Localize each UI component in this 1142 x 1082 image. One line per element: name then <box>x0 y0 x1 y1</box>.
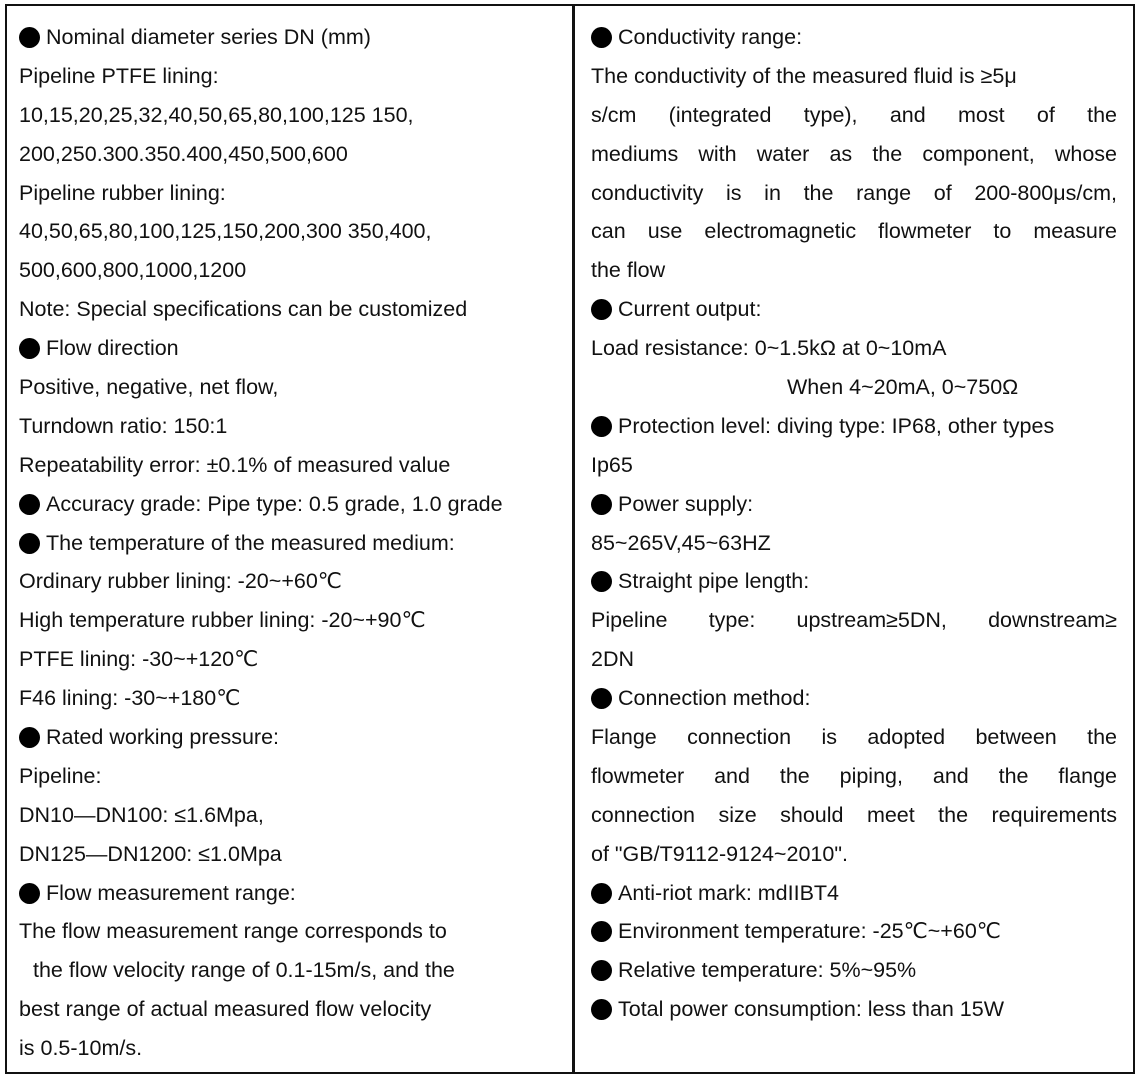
rubber-lining-values: 40,50,65,80,100,125,150,200,300 350,400, <box>19 219 432 244</box>
temp-ptfe: PTFE lining: -30~+120℃ <box>19 647 259 672</box>
environment-temperature: Environment temperature: -25℃~+60℃ <box>591 912 1117 951</box>
bullet-icon <box>19 338 40 359</box>
bullet-icon <box>591 999 612 1020</box>
power-supply-value: 85~265V,45~63HZ <box>591 530 771 555</box>
straight-pipe-text: 2DN <box>591 647 635 672</box>
pressure-dn125-dn1200: DN125—DN1200: ≤1.0Mpa <box>19 841 282 866</box>
protection-level-heading: Protection level: diving type: IP68, other types <box>591 407 1117 446</box>
bullet-icon <box>591 688 612 709</box>
connection-method-text: of "GB/T9112-9124~2010". <box>591 841 848 866</box>
repeatability-error: Repeatability error: ±0.1% of measured value <box>19 452 451 477</box>
bullet-icon <box>591 494 612 515</box>
bullet-icon <box>19 883 40 904</box>
rubber-lining-values: 500,600,800,1000,1200 <box>19 258 247 283</box>
bullet-icon <box>591 960 612 981</box>
pressure-pipeline-label: Pipeline: <box>19 763 102 788</box>
bullet-icon <box>591 416 612 437</box>
bullet-icon <box>591 27 612 48</box>
connection-method-text: connection size should meet the requirements <box>591 802 1117 827</box>
ptfe-lining-values: 10,15,20,25,32,40,50,65,80,100,125 150, <box>19 102 414 127</box>
conductivity-text: s/cm (integrated type), and most of the <box>591 102 1117 127</box>
bullet-icon <box>19 533 40 554</box>
connection-method-text: Flange connection is adopted between the <box>591 725 1117 750</box>
customization-note: Note: Special specifications can be customized <box>19 297 468 322</box>
ptfe-lining-values: 200,250.300.350.400,450,500,600 <box>19 141 348 166</box>
bullet-icon <box>591 921 612 942</box>
connection-method-heading: Connection method: <box>591 679 1117 718</box>
accuracy-grade-heading: Accuracy grade: Pipe type: 0.5 grade, 1.0 grade <box>19 485 560 524</box>
bullet-icon <box>591 299 612 320</box>
flow-range-text: is 0.5-10m/s. <box>19 1036 143 1061</box>
relative-temperature: Relative temperature: 5%~95% <box>591 951 1117 990</box>
conductivity-text: the flow <box>591 258 666 283</box>
rubber-lining-label: Pipeline rubber lining: <box>19 180 226 205</box>
power-supply-heading: Power supply: <box>591 485 1117 524</box>
conductivity-text: The conductivity of the measured fluid is ≥5μ <box>591 63 1017 88</box>
current-output-heading: Current output: <box>591 290 1117 329</box>
left-column <box>7 6 575 1072</box>
flow-direction-value: Positive, negative, net flow, <box>19 375 279 400</box>
temp-ordinary-rubber: Ordinary rubber lining: -20~+60℃ <box>19 569 342 594</box>
straight-pipe-heading: Straight pipe length: <box>591 562 1117 601</box>
flow-range-text: the flow velocity range of 0.1-15m/s, and the <box>33 958 455 983</box>
protection-level-ip65: Ip65 <box>591 452 633 477</box>
conductivity-text: mediums with water as the component, whose <box>591 141 1117 166</box>
right-column <box>575 6 1133 1072</box>
nominal-diameter-heading: Nominal diameter series DN (mm) <box>19 18 560 57</box>
medium-temperature-heading: The temperature of the measured medium: <box>19 524 560 563</box>
pressure-dn10-dn100: DN10—DN100: ≤1.6Mpa, <box>19 802 264 827</box>
spec-table <box>5 4 1135 1074</box>
turndown-ratio: Turndown ratio: 150:1 <box>19 413 228 438</box>
conductivity-text: can use electromagnetic flowmeter to measure <box>591 219 1117 244</box>
working-pressure-heading: Rated working pressure: <box>19 718 560 757</box>
anti-riot-mark: Anti-riot mark: mdIIBT4 <box>591 874 1117 913</box>
bullet-icon <box>19 494 40 515</box>
straight-pipe-text: Pipeline type: upstream≥5DN, downstream≥ <box>591 608 1117 633</box>
connection-method-text: flowmeter and the piping, and the flange <box>591 763 1117 788</box>
bullet-icon <box>19 727 40 748</box>
bullet-icon <box>591 883 612 904</box>
conductivity-text: conductivity is in the range of 200-800μs/cm, <box>591 180 1117 205</box>
flow-range-text: The flow measurement range corresponds to <box>19 919 447 944</box>
temp-high-rubber: High temperature rubber lining: -20~+90℃ <box>19 608 426 633</box>
flow-range-text: best range of actual measured flow velocity <box>19 997 432 1022</box>
conductivity-heading: Conductivity range: <box>591 18 1117 57</box>
temp-f46: F46 lining: -30~+180℃ <box>19 686 241 711</box>
ptfe-lining-label: Pipeline PTFE lining: <box>19 63 219 88</box>
flow-range-heading: Flow measurement range: <box>19 874 560 913</box>
load-resistance-4-20ma: When 4~20mA, 0~750Ω <box>787 375 1019 400</box>
load-resistance: Load resistance: 0~1.5kΩ at 0~10mA <box>591 336 947 361</box>
flow-direction-heading: Flow direction <box>19 329 560 368</box>
bullet-icon <box>591 571 612 592</box>
total-power-consumption: Total power consumption: less than 15W <box>591 990 1117 1029</box>
bullet-icon <box>19 27 40 48</box>
